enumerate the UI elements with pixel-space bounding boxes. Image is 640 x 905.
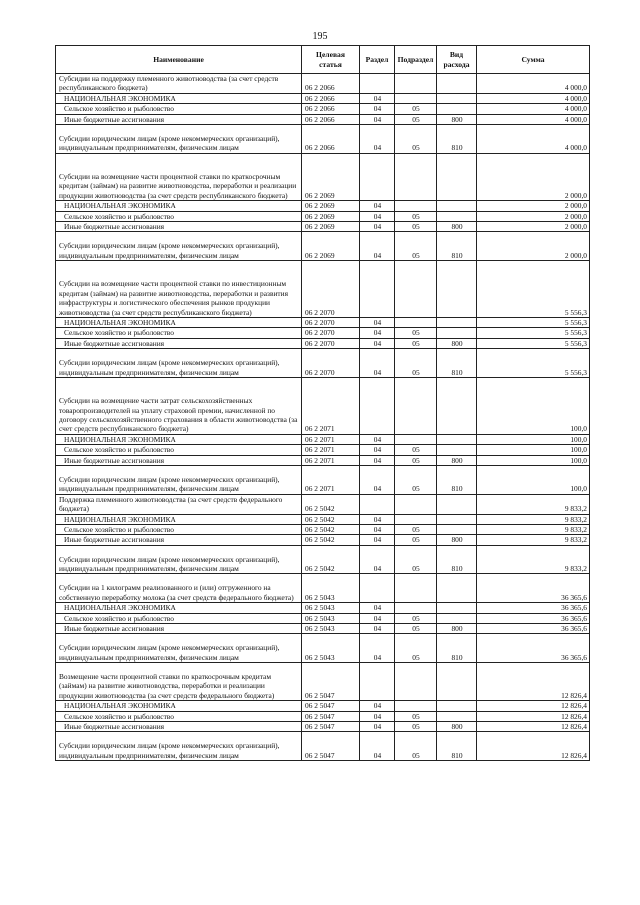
row-name-cell: Иные бюджетные ассигнования <box>56 338 302 348</box>
row-target-article-cell: 06 2 2071 <box>302 445 360 455</box>
row-name-cell: Возмещение части процентной ставки по краткосрочным кредитам (займам) на развитие животноводства, переработки и реализации продукции животноводства (за счет средств федерального бюджета) <box>56 663 302 701</box>
row-name-cell: Поддержка племенного животноводства (за счет средств федерального бюджета) <box>56 494 302 514</box>
row-name-cell: Сельское хозяйство и рыболовство <box>56 211 302 221</box>
row-section-cell <box>360 153 395 201</box>
row-target-article-cell: 06 2 5042 <box>302 514 360 524</box>
row-expense-type-cell <box>437 711 477 721</box>
row-target-article-cell: 06 2 2066 <box>302 104 360 114</box>
row-subsection-cell <box>395 153 437 201</box>
row-subsection-cell: 05 <box>395 732 437 761</box>
row-amount-cell: 9 833,2 <box>477 535 590 545</box>
row-expense-type-cell <box>437 104 477 114</box>
row-expense-type-cell: 810 <box>437 232 477 261</box>
row-target-article-cell: 06 2 2070 <box>302 338 360 348</box>
row-expense-type-cell: 800 <box>437 535 477 545</box>
table-row <box>56 74 590 94</box>
row-subsection-cell: 05 <box>395 634 437 663</box>
row-target-article-cell: 06 2 2066 <box>302 93 360 103</box>
table-row <box>56 634 590 663</box>
table-row <box>56 153 590 201</box>
row-subsection-cell: 05 <box>395 104 437 114</box>
row-amount-cell: 4 000,0 <box>477 114 590 124</box>
row-amount-cell: 5 556,3 <box>477 318 590 328</box>
row-target-article-cell: 06 2 2069 <box>302 201 360 211</box>
row-section-cell: 04 <box>360 623 395 633</box>
row-subsection-cell: 05 <box>395 349 437 378</box>
row-section-cell: 04 <box>360 634 395 663</box>
row-amount-cell: 12 826,4 <box>477 711 590 721</box>
row-subsection-cell: 05 <box>395 455 437 465</box>
row-amount-cell: 9 833,2 <box>477 545 590 574</box>
row-expense-type-cell <box>437 261 477 318</box>
row-target-article-cell: 06 2 5042 <box>302 494 360 514</box>
row-target-article-cell: 06 2 2066 <box>302 114 360 124</box>
row-name-cell: Субсидии юридическим лицам (кроме некоммерческих организаций), индивидуальным предпринимателям, физическим лицам <box>56 232 302 261</box>
col-header-subsection: Подраздел <box>395 46 437 74</box>
table-row <box>56 318 590 328</box>
row-subsection-cell: 05 <box>395 211 437 221</box>
row-target-article-cell: 06 2 2066 <box>302 74 360 94</box>
row-target-article-cell: 06 2 5043 <box>302 634 360 663</box>
row-name-cell: Иные бюджетные ассигнования <box>56 535 302 545</box>
row-subsection-cell: 05 <box>395 338 437 348</box>
row-subsection-cell <box>395 318 437 328</box>
row-name-cell: Сельское хозяйство и рыболовство <box>56 328 302 338</box>
table-row <box>56 613 590 623</box>
table-row <box>56 623 590 633</box>
row-target-article-cell: 06 2 5047 <box>302 721 360 731</box>
row-name-cell: НАЦИОНАЛЬНАЯ ЭКОНОМИКА <box>56 701 302 711</box>
row-target-article-cell: 06 2 2069 <box>302 232 360 261</box>
table-row <box>56 574 590 603</box>
row-section-cell: 04 <box>360 201 395 211</box>
row-section-cell <box>360 74 395 94</box>
row-name-cell: Сельское хозяйство и рыболовство <box>56 613 302 623</box>
row-amount-cell: 12 826,4 <box>477 701 590 711</box>
row-name-cell: Иные бюджетные ассигнования <box>56 222 302 232</box>
row-expense-type-cell <box>437 494 477 514</box>
row-amount-cell: 5 556,3 <box>477 349 590 378</box>
row-expense-type-cell <box>437 514 477 524</box>
table-row <box>56 93 590 103</box>
table-row <box>56 349 590 378</box>
table-row <box>56 494 590 514</box>
row-name-cell: НАЦИОНАЛЬНАЯ ЭКОНОМИКА <box>56 603 302 613</box>
row-amount-cell: 2 000,0 <box>477 201 590 211</box>
row-section-cell <box>360 663 395 701</box>
row-section-cell: 04 <box>360 613 395 623</box>
row-subsection-cell <box>395 603 437 613</box>
row-target-article-cell: 06 2 2069 <box>302 153 360 201</box>
table-row <box>56 125 590 154</box>
row-section-cell: 04 <box>360 524 395 534</box>
row-target-article-cell: 06 2 2071 <box>302 466 360 495</box>
row-target-article-cell: 06 2 5047 <box>302 711 360 721</box>
table-row <box>56 222 590 232</box>
row-expense-type-cell <box>437 613 477 623</box>
row-subsection-cell: 05 <box>395 114 437 124</box>
row-subsection-cell <box>395 434 437 444</box>
row-expense-type-cell <box>437 663 477 701</box>
row-name-cell: Субсидии на возмещение части затрат сельскохозяйственных товаропроизводителей на уплату страховой премии, начисленной по договору сельскохозяйственного страхования в области животноводства (за счет средств республиканского бюджета) <box>56 377 302 434</box>
row-name-cell: Сельское хозяйство и рыболовство <box>56 711 302 721</box>
row-target-article-cell: 06 2 2070 <box>302 328 360 338</box>
row-target-article-cell: 06 2 2069 <box>302 211 360 221</box>
row-subsection-cell: 05 <box>395 711 437 721</box>
row-subsection-cell <box>395 574 437 603</box>
row-target-article-cell: 06 2 5043 <box>302 623 360 633</box>
row-section-cell: 04 <box>360 232 395 261</box>
row-name-cell: Субсидии на возмещение части процентной ставки по краткосрочным кредитам (займам) на развитие животноводства, переработки и реализации продукции животноводства (за счет средств республиканского бюджета) <box>56 153 302 201</box>
row-section-cell: 04 <box>360 328 395 338</box>
row-name-cell: Субсидии на возмещение части процентной ставки по инвестиционным кредитам (займам) на развитие животноводства, переработки и развития инфраструктуры и логистического обеспечения рынков продукции животноводства (за счет средств республиканского бюджета) <box>56 261 302 318</box>
table-row <box>56 535 590 545</box>
row-amount-cell: 2 000,0 <box>477 153 590 201</box>
table-row <box>56 732 590 761</box>
row-expense-type-cell <box>437 574 477 603</box>
table-row <box>56 711 590 721</box>
page-number: 195 <box>312 31 328 42</box>
row-amount-cell: 2 000,0 <box>477 211 590 221</box>
row-target-article-cell: 06 2 5043 <box>302 613 360 623</box>
row-target-article-cell: 06 2 2071 <box>302 377 360 434</box>
row-name-cell: НАЦИОНАЛЬНАЯ ЭКОНОМИКА <box>56 318 302 328</box>
row-expense-type-cell: 810 <box>437 545 477 574</box>
row-amount-cell: 4 000,0 <box>477 93 590 103</box>
row-name-cell: Субсидии юридическим лицам (кроме некоммерческих организаций), индивидуальным предпринимателям, физическим лицам <box>56 732 302 761</box>
row-amount-cell: 36 365,6 <box>477 623 590 633</box>
row-amount-cell: 4 000,0 <box>477 74 590 94</box>
row-expense-type-cell <box>437 74 477 94</box>
row-subsection-cell: 05 <box>395 222 437 232</box>
row-amount-cell: 36 365,6 <box>477 574 590 603</box>
row-section-cell: 04 <box>360 535 395 545</box>
row-amount-cell: 12 826,4 <box>477 732 590 761</box>
row-expense-type-cell <box>437 318 477 328</box>
table-row <box>56 211 590 221</box>
row-subsection-cell: 05 <box>395 623 437 633</box>
table-row <box>56 524 590 534</box>
row-target-article-cell: 06 2 5042 <box>302 545 360 574</box>
row-section-cell: 04 <box>360 545 395 574</box>
row-name-cell: Субсидии юридическим лицам (кроме некоммерческих организаций), индивидуальным предпринимателям, физическим лицам <box>56 466 302 495</box>
table-row <box>56 434 590 444</box>
row-name-cell: НАЦИОНАЛЬНАЯ ЭКОНОМИКА <box>56 434 302 444</box>
row-subsection-cell <box>395 701 437 711</box>
row-section-cell <box>360 494 395 514</box>
row-target-article-cell: 06 2 5042 <box>302 524 360 534</box>
row-expense-type-cell: 800 <box>437 623 477 633</box>
row-amount-cell: 36 365,6 <box>477 603 590 613</box>
row-expense-type-cell <box>437 201 477 211</box>
row-section-cell: 04 <box>360 711 395 721</box>
row-target-article-cell: 06 2 5047 <box>302 701 360 711</box>
row-amount-cell: 5 556,3 <box>477 338 590 348</box>
row-subsection-cell: 05 <box>395 125 437 154</box>
row-subsection-cell: 05 <box>395 466 437 495</box>
row-name-cell: Сельское хозяйство и рыболовство <box>56 104 302 114</box>
table-row <box>56 663 590 701</box>
row-section-cell: 04 <box>360 114 395 124</box>
row-section-cell: 04 <box>360 222 395 232</box>
row-expense-type-cell: 810 <box>437 349 477 378</box>
table-row <box>56 701 590 711</box>
row-section-cell: 04 <box>360 104 395 114</box>
row-section-cell: 04 <box>360 455 395 465</box>
table-row <box>56 455 590 465</box>
row-expense-type-cell <box>437 603 477 613</box>
row-amount-cell: 12 826,4 <box>477 721 590 731</box>
table-row <box>56 466 590 495</box>
row-section-cell: 04 <box>360 732 395 761</box>
row-section-cell: 04 <box>360 338 395 348</box>
row-amount-cell: 5 556,3 <box>477 328 590 338</box>
row-expense-type-cell <box>437 524 477 534</box>
row-expense-type-cell: 800 <box>437 721 477 731</box>
row-subsection-cell <box>395 93 437 103</box>
budget-table <box>55 45 590 761</box>
row-amount-cell: 9 833,2 <box>477 514 590 524</box>
row-subsection-cell: 05 <box>395 545 437 574</box>
row-target-article-cell: 06 2 5047 <box>302 732 360 761</box>
table-header <box>56 46 590 74</box>
row-amount-cell: 4 000,0 <box>477 125 590 154</box>
row-subsection-cell <box>395 494 437 514</box>
row-name-cell: Субсидии юридическим лицам (кроме некоммерческих организаций), индивидуальным предпринимателям, физическим лицам <box>56 634 302 663</box>
row-expense-type-cell: 810 <box>437 466 477 495</box>
row-section-cell <box>360 377 395 434</box>
row-name-cell: Иные бюджетные ассигнования <box>56 114 302 124</box>
row-expense-type-cell <box>437 328 477 338</box>
table-row <box>56 338 590 348</box>
row-subsection-cell: 05 <box>395 535 437 545</box>
row-target-article-cell: 06 2 2071 <box>302 434 360 444</box>
row-target-article-cell: 06 2 2069 <box>302 222 360 232</box>
row-section-cell: 04 <box>360 125 395 154</box>
row-target-article-cell: 06 2 2070 <box>302 349 360 378</box>
row-subsection-cell: 05 <box>395 721 437 731</box>
col-header-target-article: Целевая статья <box>302 46 360 74</box>
row-amount-cell: 4 000,0 <box>477 104 590 114</box>
row-section-cell: 04 <box>360 466 395 495</box>
row-subsection-cell: 05 <box>395 613 437 623</box>
row-expense-type-cell: 810 <box>437 125 477 154</box>
row-name-cell: Сельское хозяйство и рыболовство <box>56 445 302 455</box>
table-row <box>56 514 590 524</box>
row-amount-cell: 100,0 <box>477 466 590 495</box>
row-section-cell: 04 <box>360 349 395 378</box>
row-amount-cell: 100,0 <box>477 455 590 465</box>
row-section-cell: 04 <box>360 211 395 221</box>
row-amount-cell: 100,0 <box>477 445 590 455</box>
row-section-cell: 04 <box>360 514 395 524</box>
row-name-cell: НАЦИОНАЛЬНАЯ ЭКОНОМИКА <box>56 514 302 524</box>
col-header-name: Наименование <box>56 46 302 74</box>
table-row <box>56 603 590 613</box>
row-name-cell: Субсидии юридическим лицам (кроме некоммерческих организаций), индивидуальным предпринимателям, физическим лицам <box>56 125 302 154</box>
row-subsection-cell: 05 <box>395 232 437 261</box>
row-target-article-cell: 06 2 2070 <box>302 261 360 318</box>
row-name-cell: Субсидии на 1 килограмм реализованного и (или) отгруженного на собственную переработку молока (за счет средств федерального бюджета) <box>56 574 302 603</box>
row-subsection-cell <box>395 663 437 701</box>
table-row <box>56 328 590 338</box>
row-expense-type-cell <box>437 434 477 444</box>
row-subsection-cell <box>395 377 437 434</box>
row-expense-type-cell: 810 <box>437 732 477 761</box>
row-target-article-cell: 06 2 2071 <box>302 455 360 465</box>
row-expense-type-cell: 800 <box>437 114 477 124</box>
row-section-cell: 04 <box>360 721 395 731</box>
row-section-cell: 04 <box>360 701 395 711</box>
col-header-amount: Сумма <box>477 46 590 74</box>
row-name-cell: НАЦИОНАЛЬНАЯ ЭКОНОМИКА <box>56 93 302 103</box>
row-subsection-cell <box>395 514 437 524</box>
table-row <box>56 261 590 318</box>
row-target-article-cell: 06 2 2070 <box>302 318 360 328</box>
row-expense-type-cell <box>437 93 477 103</box>
row-target-article-cell: 06 2 5047 <box>302 663 360 701</box>
row-name-cell: Субсидии юридическим лицам (кроме некоммерческих организаций), индивидуальным предпринимателям, физическим лицам <box>56 349 302 378</box>
row-expense-type-cell: 800 <box>437 338 477 348</box>
table-row <box>56 232 590 261</box>
row-amount-cell: 9 833,2 <box>477 524 590 534</box>
row-expense-type-cell <box>437 153 477 201</box>
row-amount-cell: 9 833,2 <box>477 494 590 514</box>
table-body <box>56 74 590 761</box>
row-name-cell: Субсидии юридическим лицам (кроме некоммерческих организаций), индивидуальным предпринимателям, физическим лицам <box>56 545 302 574</box>
row-target-article-cell: 06 2 5043 <box>302 574 360 603</box>
row-expense-type-cell: 800 <box>437 455 477 465</box>
row-subsection-cell <box>395 74 437 94</box>
row-section-cell <box>360 574 395 603</box>
row-expense-type-cell <box>437 211 477 221</box>
col-header-section: Раздел <box>360 46 395 74</box>
row-expense-type-cell <box>437 701 477 711</box>
row-amount-cell: 100,0 <box>477 377 590 434</box>
row-amount-cell: 100,0 <box>477 434 590 444</box>
table-row <box>56 201 590 211</box>
row-amount-cell: 2 000,0 <box>477 222 590 232</box>
row-section-cell: 04 <box>360 318 395 328</box>
table-row <box>56 377 590 434</box>
row-subsection-cell: 05 <box>395 328 437 338</box>
row-amount-cell: 36 365,6 <box>477 613 590 623</box>
row-name-cell: Иные бюджетные ассигнования <box>56 721 302 731</box>
row-name-cell: Субсидии на поддержку племенного животноводства (за счет средств республиканского бюджета) <box>56 74 302 94</box>
row-amount-cell: 36 365,6 <box>477 634 590 663</box>
row-amount-cell: 12 826,4 <box>477 663 590 701</box>
table-row <box>56 721 590 731</box>
row-subsection-cell: 05 <box>395 445 437 455</box>
row-section-cell: 04 <box>360 434 395 444</box>
row-amount-cell: 2 000,0 <box>477 232 590 261</box>
col-header-expense-type: Вид расхода <box>437 46 477 74</box>
row-expense-type-cell: 800 <box>437 222 477 232</box>
row-section-cell: 04 <box>360 603 395 613</box>
row-expense-type-cell <box>437 377 477 434</box>
row-name-cell: НАЦИОНАЛЬНАЯ ЭКОНОМИКА <box>56 201 302 211</box>
table-row <box>56 114 590 124</box>
table-row <box>56 104 590 114</box>
row-section-cell: 04 <box>360 445 395 455</box>
row-target-article-cell: 06 2 2066 <box>302 125 360 154</box>
table-row <box>56 445 590 455</box>
table-row <box>56 545 590 574</box>
row-name-cell: Иные бюджетные ассигнования <box>56 623 302 633</box>
row-subsection-cell <box>395 261 437 318</box>
row-subsection-cell <box>395 201 437 211</box>
row-target-article-cell: 06 2 5043 <box>302 603 360 613</box>
row-expense-type-cell <box>437 445 477 455</box>
row-section-cell <box>360 261 395 318</box>
row-name-cell: Иные бюджетные ассигнования <box>56 455 302 465</box>
row-section-cell: 04 <box>360 93 395 103</box>
row-target-article-cell: 06 2 5042 <box>302 535 360 545</box>
row-subsection-cell: 05 <box>395 524 437 534</box>
row-amount-cell: 5 556,3 <box>477 261 590 318</box>
row-expense-type-cell: 810 <box>437 634 477 663</box>
row-name-cell: Сельское хозяйство и рыболовство <box>56 524 302 534</box>
